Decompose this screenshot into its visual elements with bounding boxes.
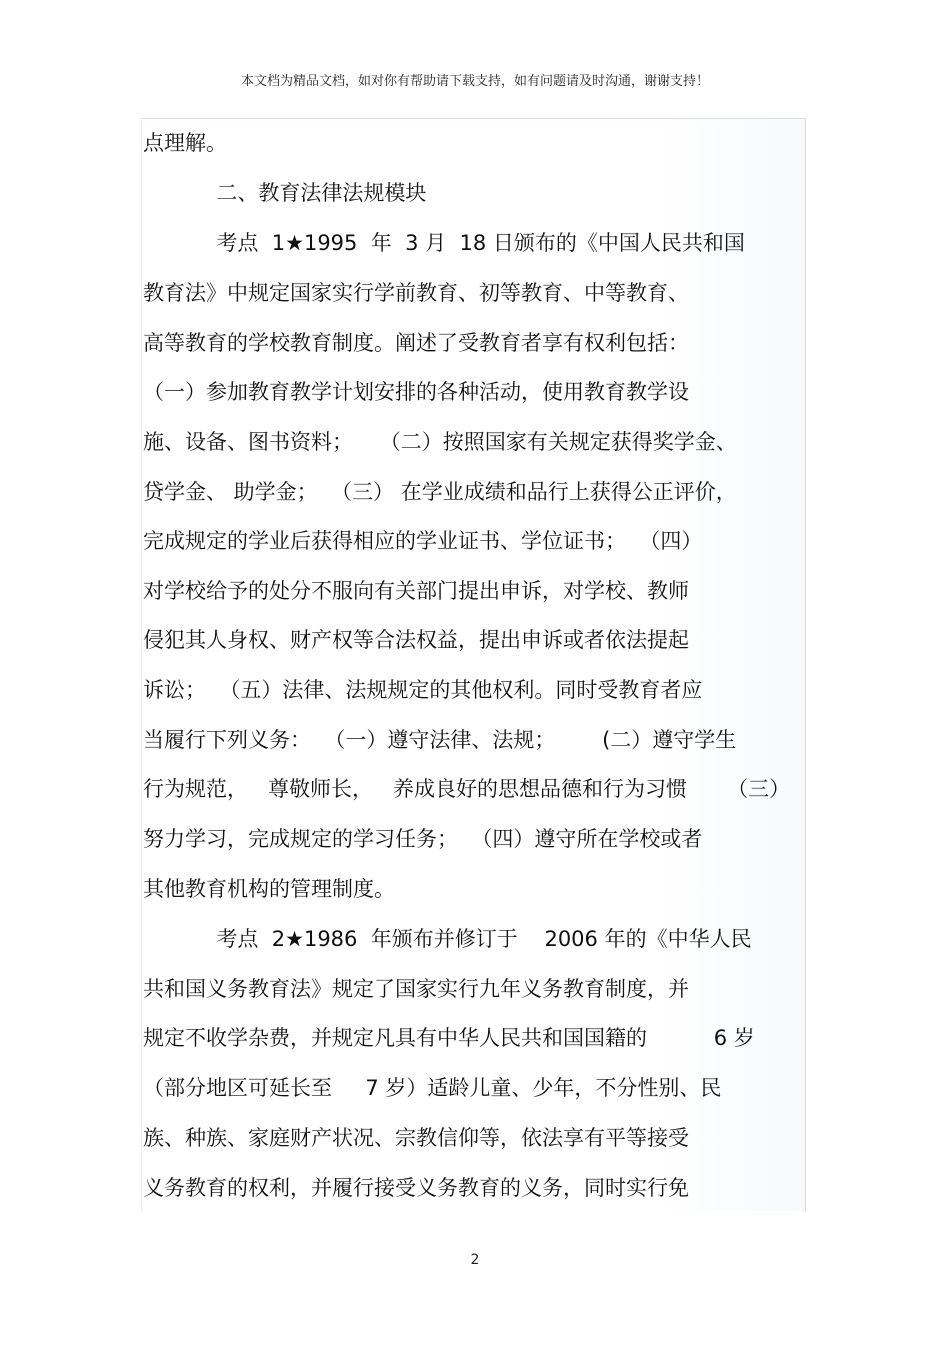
text-line: 侵犯其人身权、财产权等合法权益，提出申诉或者依法提起: [143, 628, 689, 652]
text-line: 教育法》中规定国家实行学前教育、初等教育、中等教育、: [143, 281, 689, 305]
text-line: 族、种族、家庭财产状况、宗教信仰等，依法享有平等接受: [143, 1126, 689, 1150]
text-line: 努力学习，完成规定的学习任务； （四）遵守所在学校或者: [143, 827, 703, 851]
text-line: 点理解。: [143, 131, 227, 155]
text-line: 贷学金、 助学金； （三） 在学业成绩和品行上获得公正评价，: [143, 480, 737, 504]
text-line: 义务教育的权利，并履行接受义务教育的义务，同时实行免: [143, 1176, 689, 1200]
section-heading: 二、教育法律法规模块: [143, 181, 427, 205]
text-line: 施、设备、图书资料； （二）按照国家有关规定获得奖学金、: [143, 430, 737, 454]
text-line: （部分地区可延长至 7 岁）适龄儿童、少年，不分性别、民: [143, 1076, 722, 1100]
text-line: 对学校给予的处分不服向有关部门提出申诉，对学校、教师: [143, 579, 689, 603]
text-line: 行为规范， 尊敬师长， 养成良好的思想品德和行为习惯 （三）: [143, 777, 791, 801]
text-line: 考点 2★1986 年颁布并修订于 2006 年的《中华人民: [143, 927, 752, 951]
text-line: 当履行下列义务： （一）遵守法律、法规； (二）遵守学生: [143, 728, 737, 752]
text-line: （一）参加教育教学计划安排的各种活动，使用教育教学设: [143, 380, 689, 404]
text-line: 共和国义务教育法》规定了国家实行九年义务教育制度，并: [143, 977, 689, 1001]
text-line: 完成规定的学业后获得相应的学业证书、学位证书； （四）: [143, 529, 703, 553]
text-line: 高等教育的学校教育制度。阐述了受教育者享有权利包括：: [143, 331, 689, 355]
text-line: 其他教育机构的管理制度。: [143, 877, 395, 901]
header-note: 本文档为精品文档，如对你有帮助请下载支持，如有问题请及时沟通，谢谢支持！: [240, 74, 709, 89]
page-number: 2: [470, 1252, 480, 1268]
text-line: 考点 1★1995 年 3 月 18 日颁布的《中国人民共和国: [143, 231, 745, 255]
text-line: 诉讼； （五）法律、法规规定的其他权利。同时受教育者应: [143, 678, 703, 702]
text-line: 规定不收学杂费，并规定凡具有中华人民共和国国籍的 6 岁: [143, 1026, 755, 1050]
